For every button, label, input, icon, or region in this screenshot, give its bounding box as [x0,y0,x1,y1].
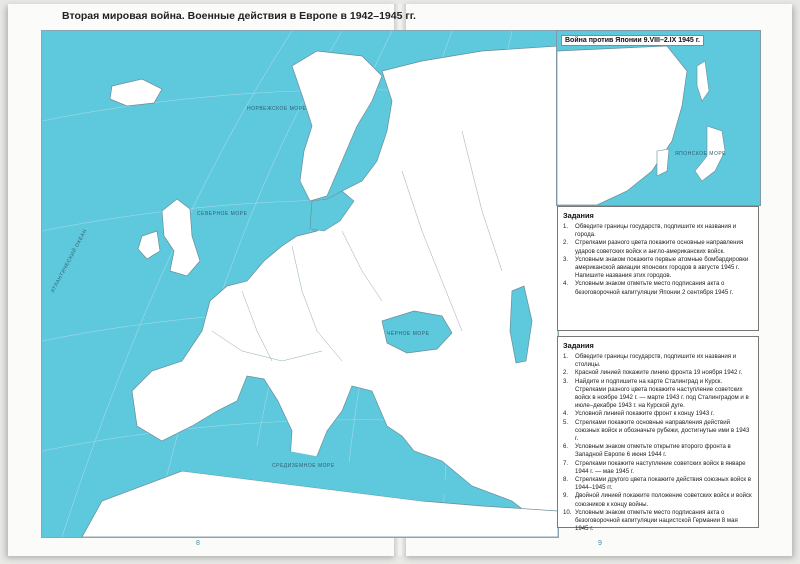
mediterranean-label: СРЕДИЗЕМНОЕ МОРЕ [272,463,335,469]
task-item: 10. Условным знаком отметьте место подписания акта о безоговорочной капитуляции нацистской Германии 8 мая 1945 г. [563,508,738,533]
norwegian-sea-label: НОРВЕЖСКОЕ МОРЕ [247,106,307,112]
europe-tasks [557,336,759,533]
sakhalin [697,61,709,101]
page-title: Вторая мировая война. Военные действия в Европе в 1942–1945 гг. [62,10,416,22]
asia-mainland [557,46,687,205]
task-item: 3. Условным знаком покажите первые атомные бомбардировки американской авиации японских городов в августе 1945 г. Напишите названия этих городов. [563,255,749,280]
page-number-right: 9 [598,540,602,547]
europe-map [41,30,559,538]
task-item: 3. Найдите и подпишите на карте Сталинград и Курск. Стрелками разного цвета покажите наступление советских войск в ноябре 1942 г. — марте 1943 г. под Сталинградом и в июле–декабре 1943 г. на Курской дуге. [563,377,749,410]
task-item: 5. Стрелками покажите основные направления действий союзных войск и обозначьте рубежи, достигнутые ими в 1943 г. [563,418,750,443]
north-sea-label: СЕВЕРНОЕ МОРЕ [197,211,248,217]
task-item: 9. Двойной линией покажите положение советских войск и войск союзников к концу войны. [563,492,752,508]
task-item: 1. Обведите границы государств, подпишите их названия и столицы. [563,353,737,369]
korea [657,149,669,176]
task-item: 1. Обведите границы государств, подпишите их названия и города. [563,223,737,239]
task-item: 2. Стрелками разного цвета покажите основные направления ударов советских войск и англо-американских войск. [563,239,744,255]
japan-inset-map [556,30,761,206]
task-item: 4. Условной линией покажите фронт к концу 1943 г. [563,410,715,418]
japan-inset-graphic [557,31,760,205]
task-item: 6. Условным знаком отметьте открытие второго фронта в Западной Европе 6 июня 1944 г. [563,443,731,459]
japan-sea-label: ЯПОНСКОЕ МОРЕ [675,151,727,157]
europe-tasks-heading: Задания [563,341,594,350]
task-item: 7. Стрелками покажите наступление советских войск в январе 1944 г. — мае 1945 г. [563,459,746,475]
inset-title: Война против Японии 9.VIII–2.IX 1945 г. [561,35,704,46]
atlantic-label: АТЛАНТИЧЕСКИЙ ОКЕАН [50,228,89,294]
japan-tasks [557,206,759,331]
task-item: 8. Стрелками другого цвета покажите действия союзных войск в 1944–1945 гг. [563,476,751,492]
japan-tasks-heading: Задания [563,211,594,220]
black-sea-label: ЧЁРНОЕ МОРЕ [387,331,430,337]
task-item: 2. Красной линией покажите линию фронта 19 ноября 1942 г. [563,369,743,377]
page-number-left: 8 [196,540,200,547]
task-item: 4. Условным знаком отметьте место подписания акта о безоговорочной капитуляции Японии 2 сентября 1945 г. [563,280,734,296]
